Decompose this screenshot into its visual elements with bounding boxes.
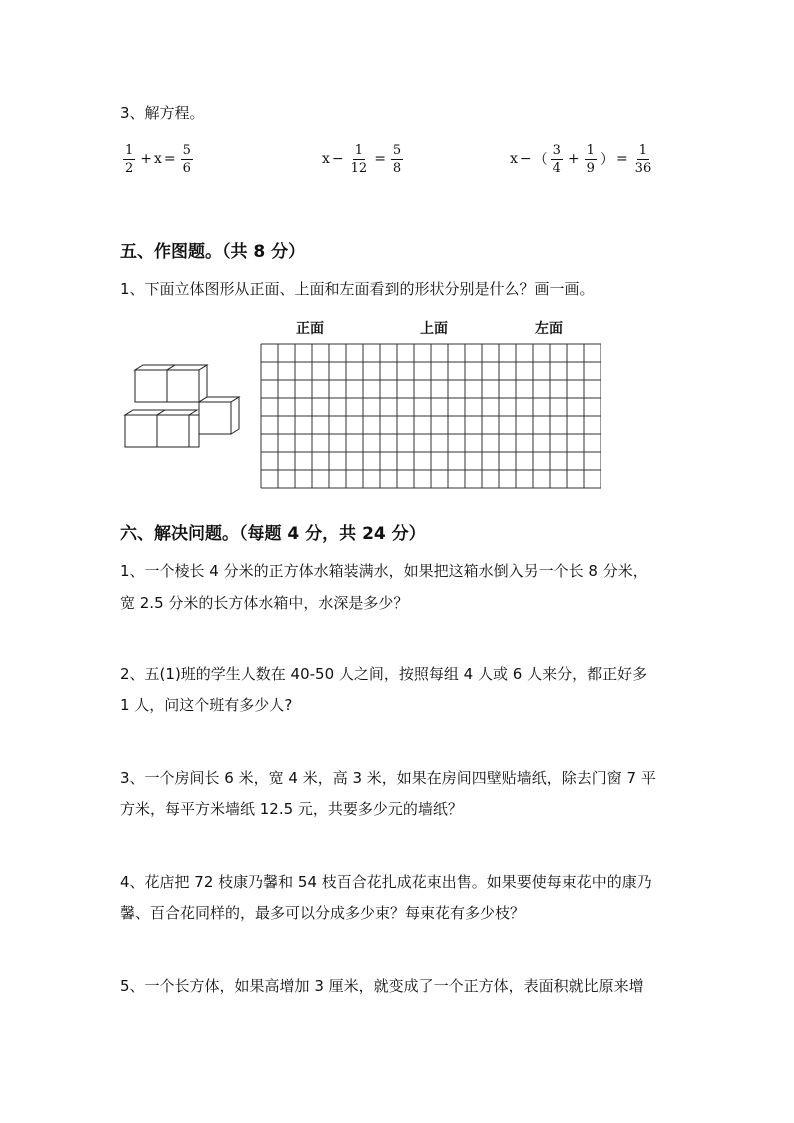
problem-3-line-2: 方米，每平方米墙纸 12.5 元，共要多少元的墙纸？ xyxy=(120,800,463,818)
section5-heading: 五、作图题。（共 8 分） xyxy=(120,242,306,262)
equation-2: x − $\frac{1}{12}$ = $\frac{5}{8}$ xyxy=(322,142,402,176)
fraction: $\frac{1}{36}$ xyxy=(634,142,652,176)
problem-3-line-1: 3、一个房间长 6 米，宽 4 米，高 3 米，如果在房间四壁贴墙纸，除去门窗 7 平 xyxy=(120,769,656,787)
fraction: $\frac{1}{9}$ xyxy=(586,142,595,176)
problem-5-line-1: 5、一个长方体，如果高增加 3 厘米，就变成了一个正方体，表面积就比原来增 xyxy=(120,977,644,995)
fraction: $\frac{3}{4}$ xyxy=(552,142,561,176)
fraction: $\frac{1}{2}$ xyxy=(125,142,134,176)
equation-3: x − （ $\frac{3}{4}$ + $\frac{1}{9}$ ） = $\frac{1}{36}$ xyxy=(510,142,652,176)
fraction: $\frac{1}{12}$ xyxy=(350,142,368,176)
problem-2-line-2: 1 人，问这个班有多少人? xyxy=(120,696,293,714)
label-top-view: 上面 xyxy=(420,321,448,337)
cube-stack-figure xyxy=(118,360,248,455)
fraction: $\frac{5}{8}$ xyxy=(392,142,402,176)
label-front-view: 正面 xyxy=(296,321,324,337)
drawing-grid[interactable] xyxy=(260,343,601,490)
fraction: $\frac{5}{6}$ xyxy=(182,142,191,176)
problem-4-line-1: 4、花店把 72 枝康乃馨和 54 枝百合花扎成花束出售。如果要使每束花中的康乃 xyxy=(120,873,652,891)
problem-1-line-1: 1、一个棱长 4 分米的正方体水箱装满水，如果把这箱水倒入另一个长 8 分米， xyxy=(120,562,648,580)
section3-title: 3、解方程。 xyxy=(120,104,205,122)
problem-1-line-2: 宽 2.5 分米的长方体水箱中，水深是多少？ xyxy=(120,594,409,612)
problem-4-line-2: 馨、百合花同样的，最多可以分成多少束？每束花有多少枝？ xyxy=(120,904,526,922)
section5-question-1: 1、下面立体图形从正面、上面和左面看到的形状分别是什么？画一画。 xyxy=(120,280,595,298)
equation-1: $\frac{1}{2}$ + x = $\frac{5}{6}$ xyxy=(125,142,191,176)
section6-heading: 六、解决问题。（每题 4 分，共 24 分） xyxy=(120,524,426,544)
label-left-view: 左面 xyxy=(535,321,563,337)
problem-2-line-1: 2、五(1)班的学生人数在 40-50 人之间，按照每组 4 人或 6 人来分，都正好多 xyxy=(120,665,648,683)
